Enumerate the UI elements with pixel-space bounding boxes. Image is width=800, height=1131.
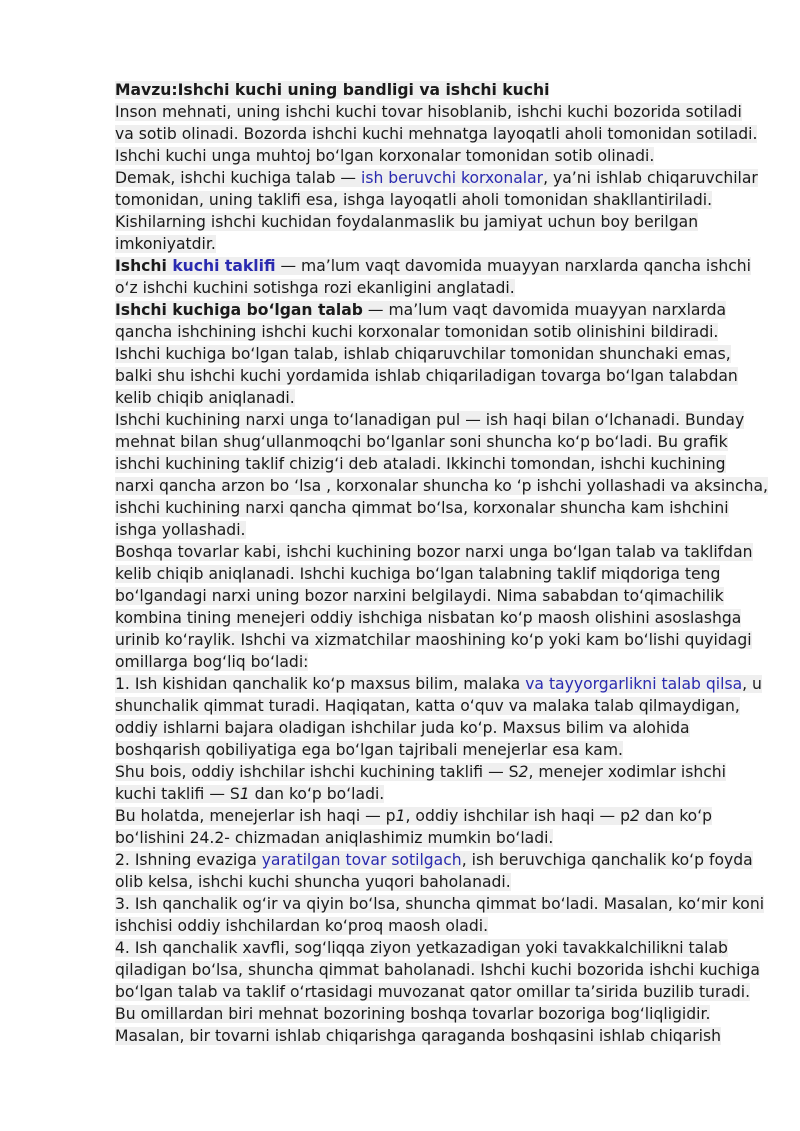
text-segment: qancha ishchining ishchi kuchi korxonalar tomonidan sotib olinishini bildiradi. bbox=[115, 323, 719, 341]
text-line bbox=[115, 629, 755, 651]
text-segment: , u bbox=[742, 675, 762, 693]
text-segment: — ma’lum vaqt davomida muayyan narxlarda qancha ishchi bbox=[275, 257, 751, 275]
text-line bbox=[115, 563, 755, 585]
text-segment: 3. Ish qanchalik og‘ir va qiyin bo‘lsa, shuncha qimmat bo‘ladi. Masalan, ko‘mir koni bbox=[115, 895, 765, 913]
text-segment: Ishchi kuchining narxi unga to‘lanadigan pul — ish haqi bilan o‘lchanadi. Bunday bbox=[115, 411, 745, 429]
text-line bbox=[115, 387, 755, 409]
text-segment: kuchi taklifi — S bbox=[115, 785, 240, 803]
text-segment: kombina tining menejeri oddiy ishchiga nisbatan ko‘p maosh olishini asoslashga bbox=[115, 609, 742, 627]
text-segment: balki shu ishchi kuchi yordamida ishlab chiqariladigan tovarga bo‘lgan talabdan bbox=[115, 367, 738, 385]
text-line bbox=[115, 893, 765, 915]
text-line bbox=[115, 607, 755, 629]
inline-link[interactable]: kuchi taklifi bbox=[172, 257, 276, 275]
text-segment: va sotib olinadi. Bozorda ishchi kuchi mehnatga layoqatli aholi tomonidan sotiladi. bbox=[115, 125, 758, 143]
text-line bbox=[115, 189, 755, 211]
text-segment: Demak, ishchi kuchiga talab — bbox=[115, 169, 361, 187]
text-segment: , oddiy ishchilar ish haqi — p bbox=[405, 807, 631, 825]
text-segment: 2 bbox=[518, 763, 529, 781]
text-line bbox=[115, 761, 755, 783]
text-line bbox=[115, 651, 755, 673]
text-segment: dan ko‘p bbox=[639, 807, 713, 825]
text-line bbox=[115, 1025, 755, 1047]
text-segment: bo‘lishini 24.2- chizmadan aniqlashimiz mumkin bo‘ladi. bbox=[115, 829, 554, 847]
text-line bbox=[115, 475, 769, 497]
text-segment: boshqarish qobiliyatiga ega bo‘lgan tajribali menejerlar esa kam. bbox=[115, 741, 623, 759]
text-segment: ishga yollashadi. bbox=[115, 521, 246, 539]
text-segment: ishchi kuchining narxi qancha qimmat bo‘lsa, korxonalar shuncha kam ishchini bbox=[115, 499, 729, 517]
text-line bbox=[115, 123, 758, 145]
text-line bbox=[115, 805, 755, 827]
text-line bbox=[115, 673, 762, 695]
text-line bbox=[115, 959, 760, 981]
text-line bbox=[115, 365, 755, 387]
text-line bbox=[115, 409, 755, 431]
text-segment: tomonidan, uning taklifi esa, ishga layoqatli aholi tomonidan shakllantiriladi. bbox=[115, 191, 713, 209]
text-line bbox=[115, 255, 755, 277]
text-segment: o‘z ishchi kuchini sotishga rozi ekanligini anglatadi. bbox=[115, 279, 515, 297]
text-segment: oddiy ishlarni bajara oladigan ishchilar juda ko‘p. Maxsus bilim va alohida bbox=[115, 719, 690, 737]
text-line bbox=[115, 871, 755, 893]
title-text: Mavzu:Ishchi kuchi uning bandligi va ishchi kuchi bbox=[115, 81, 550, 99]
text-segment: — ma’lum vaqt davomida muayyan narxlarda bbox=[362, 301, 727, 319]
text-segment: omillarga bog‘liq bo‘ladi: bbox=[115, 653, 309, 671]
text-segment: bo‘lgandagi narxi uning bozor narxini belgilaydi. Nima sababdan to‘qimachilik bbox=[115, 587, 724, 605]
text-segment: dan ko‘p bo‘ladi. bbox=[249, 785, 385, 803]
text-segment: bo‘lgan talab va taklif o‘rtasidagi muvozanat qator omillar ta’sirida buzilib turadi. bbox=[115, 983, 751, 1001]
text-segment: qiladigan bo‘lsa, shuncha qimmat baholanadi. Ishchi kuchi bozorida ishchi kuchiga bbox=[115, 961, 760, 979]
text-segment: 2. Ishning evaziga bbox=[115, 851, 262, 869]
text-segment: urinib ko‘raylik. Ishchi va xizmatchilar maoshining ko‘p yoki kam bo‘lishi quyidagi bbox=[115, 631, 752, 649]
text-line bbox=[115, 233, 755, 255]
text-segment: imkoniyatdir. bbox=[115, 235, 216, 253]
inline-link[interactable]: va tayyorgarlikni talab qilsa bbox=[525, 675, 743, 693]
text-segment: Masalan, bir tovarni ishlab chiqarishga qaraganda boshqasini ishlab chiqarish bbox=[115, 1027, 721, 1045]
text-segment: 2 bbox=[630, 807, 640, 825]
inline-link[interactable]: yaratilgan tovar sotilgach bbox=[261, 851, 462, 869]
text-segment: , ya’ni ishlab chiqaruvchilar bbox=[543, 169, 758, 187]
text-segment: ishchi kuchining taklif chizig‘i deb ataladi. Ikkinchi tomondan, ishchi kuchining bbox=[115, 455, 726, 473]
text-line bbox=[115, 211, 755, 233]
document-page bbox=[115, 79, 769, 1047]
text-segment: Bu omillardan biri mehnat bozorining boshqa tovarlar bozoriga bog‘liqligidir. bbox=[115, 1005, 711, 1023]
text-segment: Bu holatda, menejerlar ish haqi — p bbox=[115, 807, 396, 825]
text-line bbox=[115, 519, 755, 541]
text-segment: Boshqa tovarlar kabi, ishchi kuchining bozor narxi unga bo‘lgan talab va taklifdan bbox=[115, 543, 753, 561]
text-segment: Ishchi kuchiga bo‘lgan talab, ishlab chiqaruvchilar tomonidan shunchaki emas, bbox=[115, 345, 731, 363]
text-segment: mehnat bilan shug‘ullanmoqchi bo‘lganlar soni shuncha ko‘p bo‘ladi. Bu grafik bbox=[115, 433, 728, 451]
text-line bbox=[115, 695, 755, 717]
text-line bbox=[115, 717, 755, 739]
text-line bbox=[115, 299, 755, 321]
text-line bbox=[115, 145, 755, 167]
text-line bbox=[115, 497, 755, 519]
text-line bbox=[115, 849, 755, 871]
text-line bbox=[115, 453, 755, 475]
text-line bbox=[115, 739, 755, 761]
text-line bbox=[115, 101, 755, 123]
text-line bbox=[115, 1003, 755, 1025]
text-line bbox=[115, 915, 755, 937]
text-segment: 4. Ish qanchalik xavfli, sog‘liqqa ziyon yetkazadigan yoki tavakkalchilikni talab bbox=[115, 939, 728, 957]
text-segment: Ishchi bbox=[115, 257, 173, 275]
text-line bbox=[115, 585, 755, 607]
text-segment: , menejer xodimlar ishchi bbox=[528, 763, 727, 781]
text-segment: ishchisi oddiy ishchilardan ko‘proq maosh oladi. bbox=[115, 917, 489, 935]
document-title bbox=[115, 79, 755, 101]
text-line bbox=[115, 541, 755, 563]
text-segment: 1 bbox=[395, 807, 406, 825]
text-line bbox=[115, 167, 758, 189]
text-segment: kelib chiqib aniqlanadi. bbox=[115, 389, 295, 407]
text-line bbox=[115, 321, 755, 343]
text-segment: 1 bbox=[239, 785, 250, 803]
text-segment: narxi qancha arzon bo ‘lsa , korxonalar shuncha ko ‘p ishchi yollashadi va aksincha, bbox=[115, 477, 769, 495]
inline-link[interactable]: ish beruvchi korxonalar bbox=[360, 169, 544, 187]
text-line bbox=[115, 981, 755, 1003]
text-line bbox=[115, 431, 755, 453]
text-segment: kelib chiqib aniqlanadi. Ishchi kuchiga bo‘lgan talabning taklif miqdoriga teng bbox=[115, 565, 721, 583]
text-segment: 1. Ish kishidan qanchalik ko‘p maxsus bilim, malaka bbox=[115, 675, 526, 693]
text-line bbox=[115, 937, 755, 959]
text-segment: olib kelsa, ishchi kuchi shuncha yuqori baholanadi. bbox=[115, 873, 511, 891]
text-segment: Ishchi kuchi unga muhtoj bo‘lgan korxonalar tomonidan sotib olinadi. bbox=[115, 147, 655, 165]
document-body bbox=[115, 101, 769, 1047]
text-line bbox=[115, 343, 755, 365]
text-segment: Shu bois, oddiy ishchilar ishchi kuchining taklifi — S bbox=[115, 763, 519, 781]
text-segment: Kishilarning ishchi kuchidan foydalanmaslik bu jamiyat uchun boy berilgan bbox=[115, 213, 699, 231]
text-segment: shunchalik qimmat turadi. Haqiqatan, katta o‘quv va malaka talab qilmaydigan, bbox=[115, 697, 740, 715]
text-segment: , ish beruvchiga qanchalik ko‘p foyda bbox=[461, 851, 753, 869]
text-segment: Inson mehnati, uning ishchi kuchi tovar hisoblanib, ishchi kuchi bozorida sotiladi bbox=[115, 103, 742, 121]
text-line bbox=[115, 827, 755, 849]
text-line bbox=[115, 783, 755, 805]
text-segment: Ishchi kuchiga bo‘lgan talab bbox=[115, 301, 363, 319]
text-line bbox=[115, 277, 755, 299]
